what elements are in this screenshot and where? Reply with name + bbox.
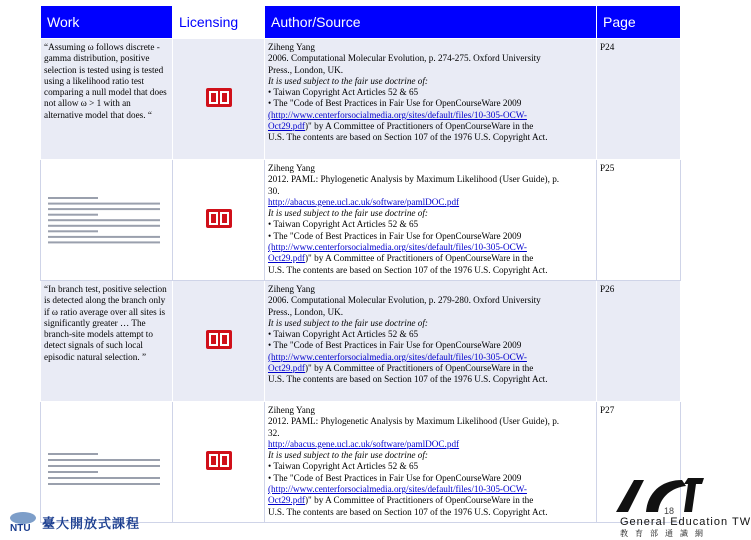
author-name: Ziheng Yang [268, 42, 315, 52]
licensing-cell [173, 402, 265, 523]
fair-use-copyright-act: U.S. The contents are based on Section 107 of the 1976 U.S. Copyright Act. [268, 264, 548, 275]
author-name: Ziheng Yang [268, 163, 315, 173]
fair-use-bullet: • Taiwan Copyright Act Articles 52 & 65 [268, 219, 419, 230]
author-source-cell [265, 281, 597, 402]
ocw-code-link-end[interactable]: Oct29.pdf [268, 121, 305, 132]
ocw-code-link[interactable]: (http://www.centerforsocialmedia.org/sites/default/files/10-305-OCW- [268, 484, 527, 495]
fair-use-committee: )" by A Committee of Practitioners of OpenCourseWare in the [305, 253, 534, 264]
table-screenshot-thumbnail [44, 449, 170, 493]
page-cell: P24 [597, 39, 681, 160]
table-screenshot-thumbnail [44, 193, 164, 251]
author-source-cell [265, 402, 597, 523]
fair-use-bullet: • Taiwan Copyright Act Articles 52 & 65 [268, 461, 419, 472]
ntu-ocw-logo [8, 510, 140, 534]
author-name: Ziheng Yang [268, 405, 315, 415]
fair-use-committee: )" by A Committee of Practitioners of OpenCourseWare in the [305, 363, 534, 374]
source-link[interactable]: http://abacus.gene.ucl.ac.uk/software/pamlDOC.pdf [268, 438, 460, 449]
ge-name-zh: 教育部通識網 [620, 529, 710, 538]
fair-use-bullet: • The "Code of Best Practices in Fair Use for OpenCourseWare 2009 [268, 340, 522, 351]
fair-use-bullet: • The "Code of Best Practices in Fair Use for OpenCourseWare 2009 [268, 230, 522, 241]
fair-use-bullet: • Taiwan Copyright Act Articles 52 & 65 [268, 87, 419, 98]
credits-table [40, 5, 681, 523]
fair-use-intro: It is used subject to the fair use doctrine of: [268, 450, 428, 461]
citation-line: Press., London, UK. [268, 306, 344, 317]
citation-line: 2012. PAML: Phylogenetic Analysis by Maximum Likelihood (User Guide), p. [268, 174, 560, 185]
fair-use-intro: It is used subject to the fair use doctrine of: [268, 75, 428, 86]
ocw-code-link-end[interactable]: Oct29.pdf [268, 363, 305, 374]
work-cell [41, 39, 173, 160]
ocw-code-link[interactable]: (http://www.centerforsocialmedia.org/sites/default/files/10-305-OCW- [268, 109, 527, 120]
header-row [41, 6, 681, 39]
page-cell: P27 [597, 402, 681, 523]
licensing-cell [173, 160, 265, 281]
ntu-ocw-text: 臺大開放式課程 [42, 516, 141, 532]
header-licensing: Licensing [173, 6, 265, 39]
citation-line: 2006. Computational Molecular Evolution, p. 279-280. Oxford University [268, 295, 541, 306]
author-source-cell [265, 39, 597, 160]
ge-mark-icon [608, 472, 718, 516]
table-row [41, 39, 681, 160]
page-cell: P26 [597, 281, 681, 402]
header-work: Work [41, 6, 173, 39]
fair-use-copyright-act: U.S. The contents are based on Section 107 of the 1976 U.S. Copyright Act. [268, 374, 548, 385]
work-quote: “Assuming ω follows discrete -gamma distribution, positive selection is tested using is tested using a likelihood ratio test comparing a null model that does not allow ω > 1 with an alternative model that does. “ [44, 42, 167, 120]
fair-use-copyright-act: U.S. The contents are based on Section 107 of the 1976 U.S. Copyright Act. [268, 506, 548, 517]
ge-name-en: General Education TW [620, 516, 751, 528]
fair-use-committee: )" by A Committee of Practitioners of OpenCourseWare in the [305, 121, 534, 132]
fair-use-book-icon [205, 207, 233, 229]
work-quote: “In branch test, positive selection is detected along the branch only if ω ratio average over all sites is significantly greater … The branch-site models attempt to detect signals of such local episodic natural selection. ” [44, 284, 167, 362]
header-author: Author/Source [265, 6, 597, 39]
fair-use-bullet: • Taiwan Copyright Act Articles 52 & 65 [268, 329, 419, 340]
author-source-cell [265, 160, 597, 281]
fair-use-copyright-act: U.S. The contents are based on Section 107 of the 1976 U.S. Copyright Act. [268, 132, 548, 143]
licensing-cell [173, 39, 265, 160]
source-link[interactable]: http://abacus.gene.ucl.ac.uk/software/pamlDOC.pdf [268, 196, 460, 207]
general-education-logo [608, 472, 751, 538]
page-cell: P25 [597, 160, 681, 281]
work-cell [41, 281, 173, 402]
table-row [41, 402, 681, 523]
citation-line: 32. [268, 427, 280, 438]
citation-line: 2006. Computational Molecular Evolution, p. 274-275. Oxford University [268, 53, 541, 64]
table-row [41, 281, 681, 402]
citation-line: 2012. PAML: Phylogenetic Analysis by Maximum Likelihood (User Guide), p. [268, 416, 560, 427]
fair-use-book-icon [205, 449, 233, 471]
author-name: Ziheng Yang [268, 284, 315, 294]
ntu-emblem-icon [8, 510, 38, 534]
header-page: Page [597, 6, 681, 39]
ocw-code-link-end[interactable]: Oct29.pdf [268, 495, 305, 506]
fair-use-committee: )" by A Committee of Practitioners of OpenCourseWare in the [305, 495, 534, 506]
ocw-code-link[interactable]: (http://www.centerforsocialmedia.org/sites/default/files/10-305-OCW- [268, 242, 527, 253]
work-cell [41, 160, 173, 281]
fair-use-book-icon [205, 328, 233, 350]
ocw-code-link[interactable]: (http://www.centerforsocialmedia.org/sites/default/files/10-305-OCW- [268, 351, 527, 362]
fair-use-intro: It is used subject to the fair use doctrine of: [268, 208, 428, 219]
ocw-code-link-end[interactable]: Oct29.pdf [268, 253, 305, 264]
licensing-cell [173, 281, 265, 402]
fair-use-book-icon [205, 86, 233, 108]
fair-use-bullet: • The "Code of Best Practices in Fair Use for OpenCourseWare 2009 [268, 98, 522, 109]
slide-number: 18 [664, 506, 675, 516]
work-cell [41, 402, 173, 523]
fair-use-bullet: • The "Code of Best Practices in Fair Use for OpenCourseWare 2009 [268, 472, 522, 483]
fair-use-intro: It is used subject to the fair use doctrine of: [268, 317, 428, 328]
citation-line: 30. [268, 185, 280, 196]
citation-line: Press., London, UK. [268, 64, 344, 75]
table-row [41, 160, 681, 281]
svg-text:NTU: NTU [10, 523, 31, 534]
